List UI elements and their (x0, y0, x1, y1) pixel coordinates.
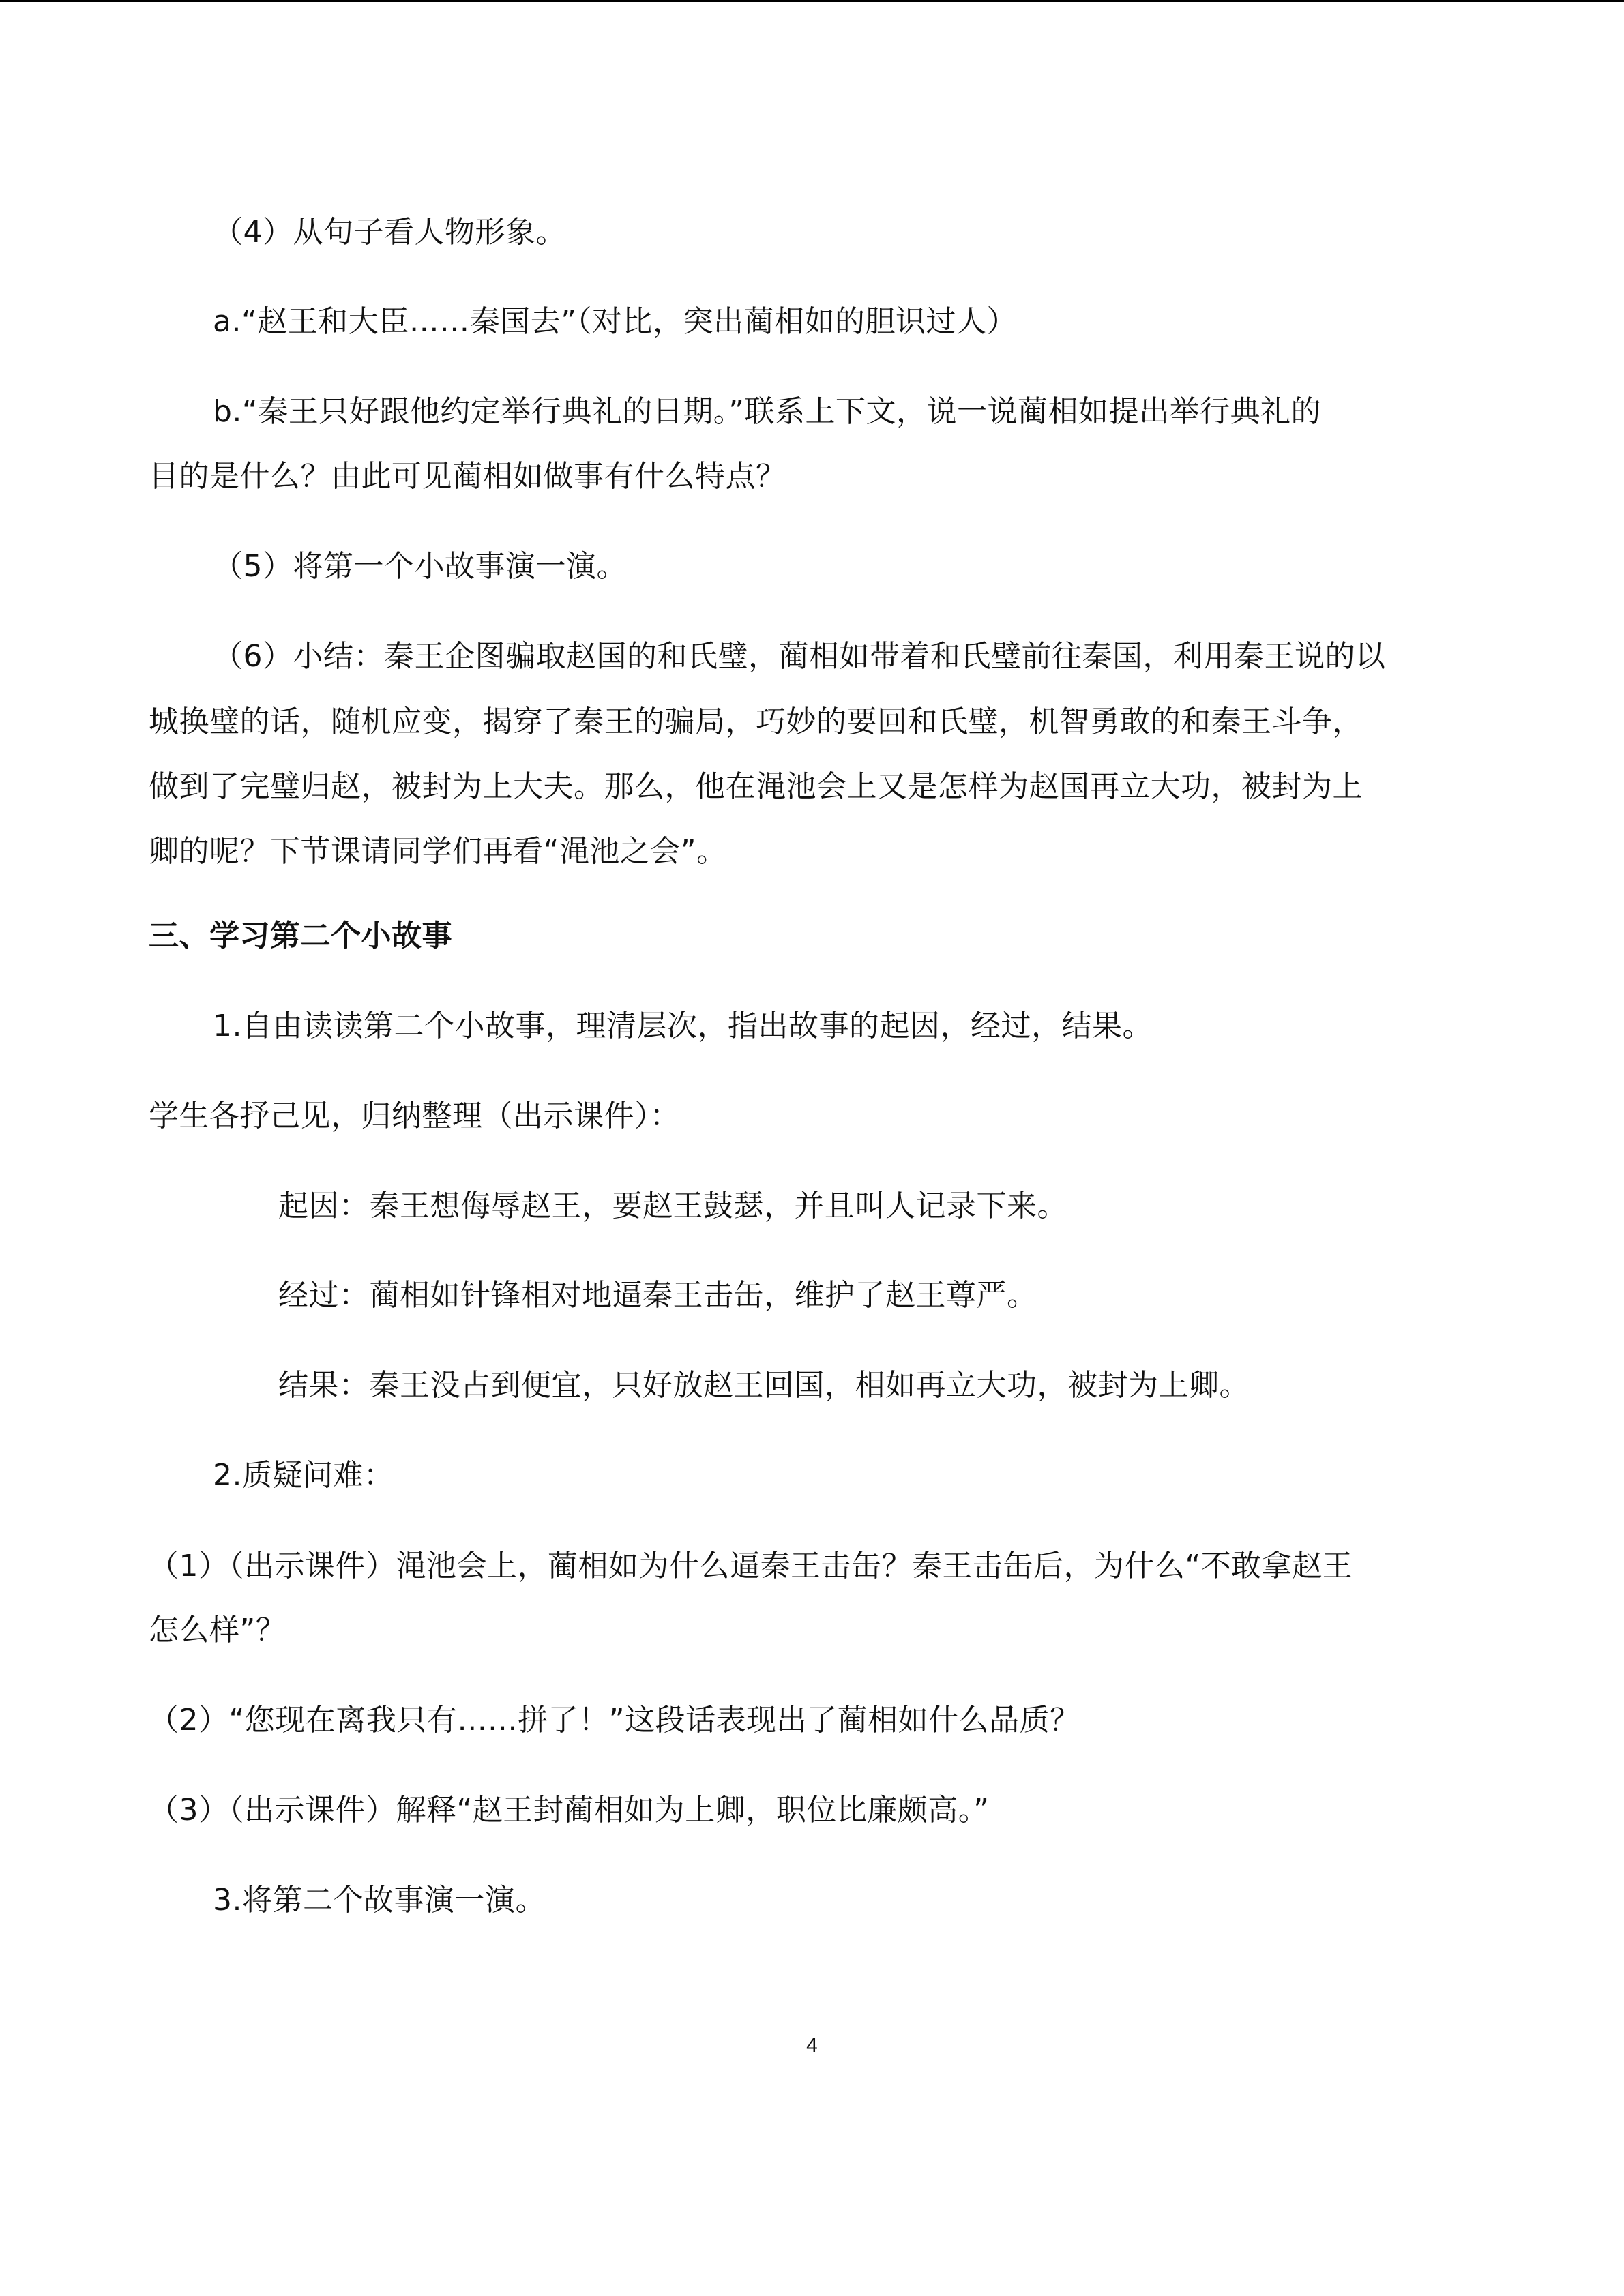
step-2: 2.质疑问难： (213, 1458, 394, 1493)
summary-line-1: （6）小结：秦王企图骗取赵国的和氏璧，蔺相如带着和氏璧前往秦国，利用秦王说的以 (213, 639, 1386, 674)
subsection-4-heading: （4）从句子看人物形象。 (213, 215, 566, 250)
result-line: 结果：秦王没占到便宜，只好放赵王回国，相如再立大功，被封为上卿。 (278, 1368, 1250, 1403)
summary-line-3: 做到了完璧归赵，被封为上大夫。那么，他在渑池会上又是怎样为赵国再立大功，被封为上 (149, 769, 1363, 804)
step-3: 3.将第二个故事演一演。 (213, 1883, 546, 1918)
summary-line-4: 卿的呢？下节课请同学们再看“渑池之会”。 (149, 834, 727, 869)
item-b-line-2: 目的是什么？由此可见蔺相如做事有什么特点？ (149, 459, 786, 494)
page-number: 4 (806, 2034, 818, 2057)
cause-line: 起因：秦王想侮辱赵王，要赵王鼓瑟，并且叫人记录下来。 (278, 1189, 1067, 1223)
process-line: 经过：蔺相如针锋相对地逼秦王击缶，维护了赵王尊严。 (278, 1278, 1037, 1313)
question-3: （3）（出示课件）解释“赵王封蔺相如为上卿，职位比廉颇高。” (149, 1793, 990, 1828)
summary-line-2: 城换璧的话，随机应变，揭穿了秦王的骗局，巧妙的要回和氏璧，机智勇敢的和秦王斗争， (149, 704, 1363, 739)
item-a: a.“赵王和大臣……秦国去”（对比，突出蔺相如的胆识过人） (213, 304, 1018, 339)
question-2: （2）“您现在离我只有……拼了！”这段话表现出了蔺相如什么品质？ (149, 1703, 1080, 1738)
section-3-heading: 三、学习第二个小故事 (149, 919, 452, 953)
question-1-line-2: 怎么样”？ (149, 1613, 286, 1648)
subsection-5: （5）将第一个小故事演一演。 (213, 549, 627, 584)
item-b-line-1: b.“秦王只好跟他约定举行典礼的日期。”联系上下文，说一说蔺相如提出举行典礼的 (213, 394, 1322, 429)
students-summary: 学生各抒己见，归纳整理（出示课件）： (149, 1099, 680, 1133)
question-1-line-1: （1）（出示课件）渑池会上，蔺相如为什么逼秦王击缶？秦王击缶后，为什么“不敢拿赵王 (149, 1549, 1353, 1583)
step-1: 1.自由读读第二个小故事，理清层次，指出故事的起因，经过，结果。 (213, 1009, 1153, 1043)
